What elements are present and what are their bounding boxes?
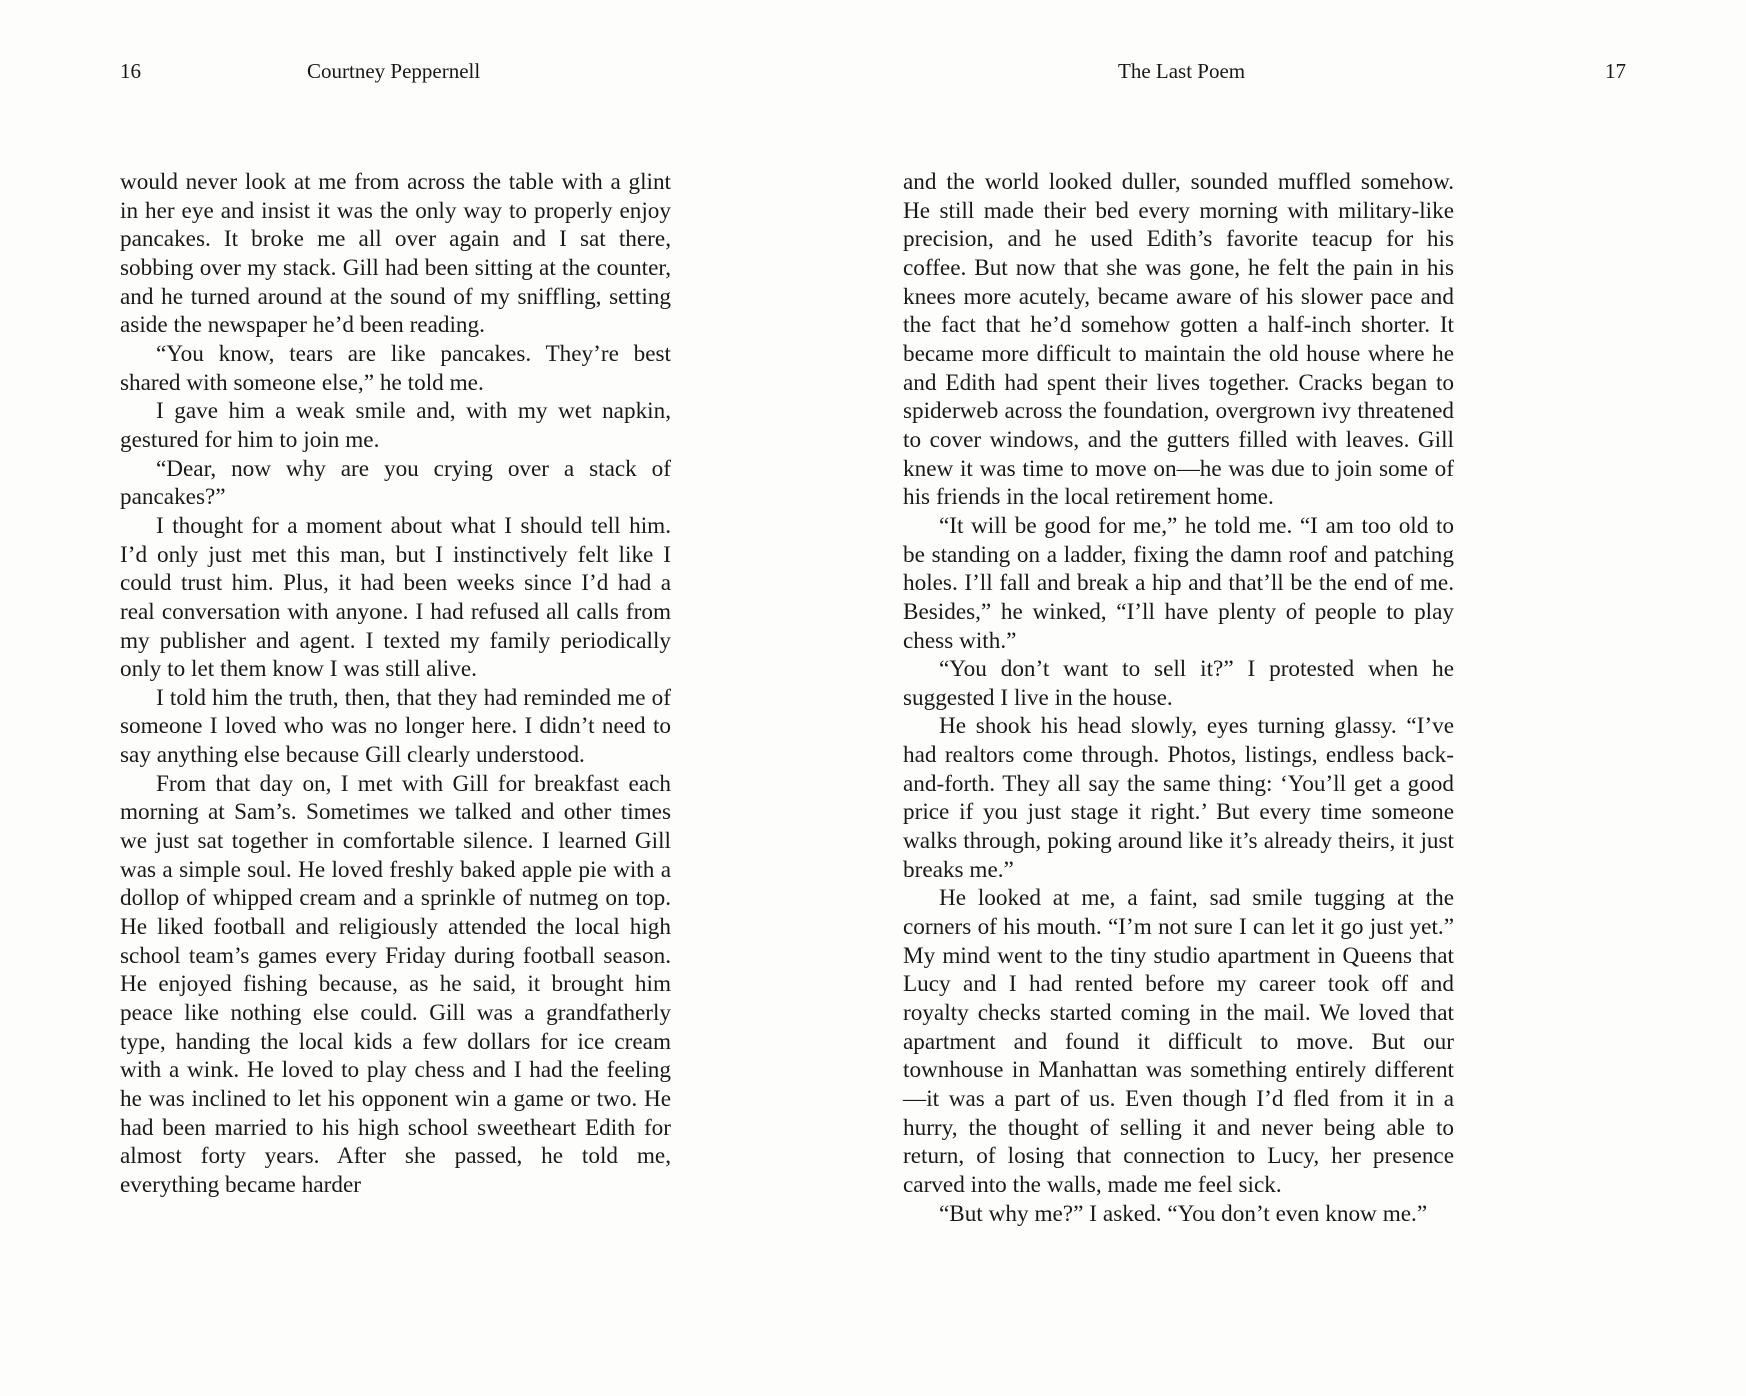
paragraph: From that day on, I met with Gill for breakfast each morning at Sam’s. Sometimes we talked and other times we just sat together in comfortable silence. I learned Gill was a simple soul. He loved freshly baked apple pie with a dollop of whipped cream and a sprinkle of nutmeg on top. He liked football and religiously attended the local high school team’s games every Friday during football season. He enjoyed fishing because, as he said, it brought him peace like nothing else could. Gill was a grandfatherly type, handing the local kids a few dollars for ice cream with a wink. He loved to play chess and I had the feeling he was inclined to let his opponent win a game or two. He had been married to his high school sweetheart Edith for almost forty years. After she passed, he told me, everything became harder <box>120 770 671 1198</box>
running-head-author: Courtney Peppernell <box>307 59 481 83</box>
paragraph: He shook his head slowly, eyes turning glassy. “I’ve had realtors come through. Photos, listings, endless back-and-forth. They all say the same thing: ‘You’ll get a good price if you just stage it right.’ But every time someone walks through, poking around like it’s already theirs, it just breaks me.” <box>903 713 1454 883</box>
paragraph: I told him the truth, then, that they had reminded me of someone I loved who was no longer here. I didn’t need to say anything else because Gill clearly understood. <box>120 684 671 769</box>
recto-page <box>873 0 1746 1396</box>
paragraph: I thought for a moment about what I should tell him. I’d only just met this man, but I instinctively felt like I could trust him. Plus, it had been weeks since I’d had a real conversation with anyone. I had refused all calls from my publisher and agent. I texted my family periodically only to let them know I was still alive. <box>120 512 671 683</box>
paragraph: and the world looked duller, sounded muffled somehow. He still made their bed every morning with military-like precision, and he used Edith’s favorite teacup for his coffee. But now that she was gone, he felt the pain in his knees more acutely, became aware of his slower pace and the fact that he’d somehow gotten a half-inch shorter. It became more difficult to maintain the old house where he and Edith had spent their lives together. Cracks began to spiderweb across the foundation, overgrown ivy threatened to cover windows, and the gutters filled with leaves. Gill knew it was time to move on—he was due to join some of his friends in the local retirement home. <box>903 169 1454 511</box>
verso-text-block <box>120 168 671 1200</box>
page-number-verso: 16 <box>120 59 141 83</box>
paragraph: “You know, tears are like pancakes. They’re best shared with someone else,” he told me. <box>120 340 671 396</box>
paragraph: “It will be good for me,” he told me. “I am too old to be standing on a ladder, fixing the damn roof and patching holes. I’ll fall and break a hip and that’ll be the end of me. Besides,” he winked, “I’ll have plenty of people to play chess with.” <box>903 512 1454 654</box>
paragraph: I gave him a weak smile and, with my wet napkin, gestured for him to join me. <box>120 398 671 453</box>
paragraph: He looked at me, a faint, sad smile tugging at the corners of his mouth. “I’m not sure I can let it go just yet.” My mind went to the tiny studio apartment in Queens that Lucy and I had rented before my career took off and royalty checks started coming in the mail. We loved that apartment and found it difficult to move. But our townhouse in Manhattan was something entirely different—it was a part of us. Even though I’d fled from it in a hurry, the thought of selling it and never being able to return, of losing that connection to Lucy, her presence carved into the walls, made me feel sick. <box>903 885 1454 1198</box>
paragraph: “Dear, now why are you crying over a stack of pancakes?” <box>120 455 671 511</box>
running-head-title: The Last Poem <box>1118 59 1246 83</box>
paragraph: “You don’t want to sell it?” I protested when he suggested I live in the house. <box>903 656 1454 711</box>
recto-text-block <box>903 168 1454 1228</box>
paragraph: would never look at me from across the table with a glint in her eye and insist it was the only way to properly enjoy pancakes. It broke me all over again and I sat there, sobbing over my stack. Gill had been sitting at the counter, and he turned around at the sound of my sniffling, setting aside the newspaper he’d been reading. <box>120 169 671 339</box>
paragraph: “But why me?” I asked. “You don’t even know me.” <box>938 1200 1428 1227</box>
page-number-recto: 17 <box>1605 59 1626 83</box>
